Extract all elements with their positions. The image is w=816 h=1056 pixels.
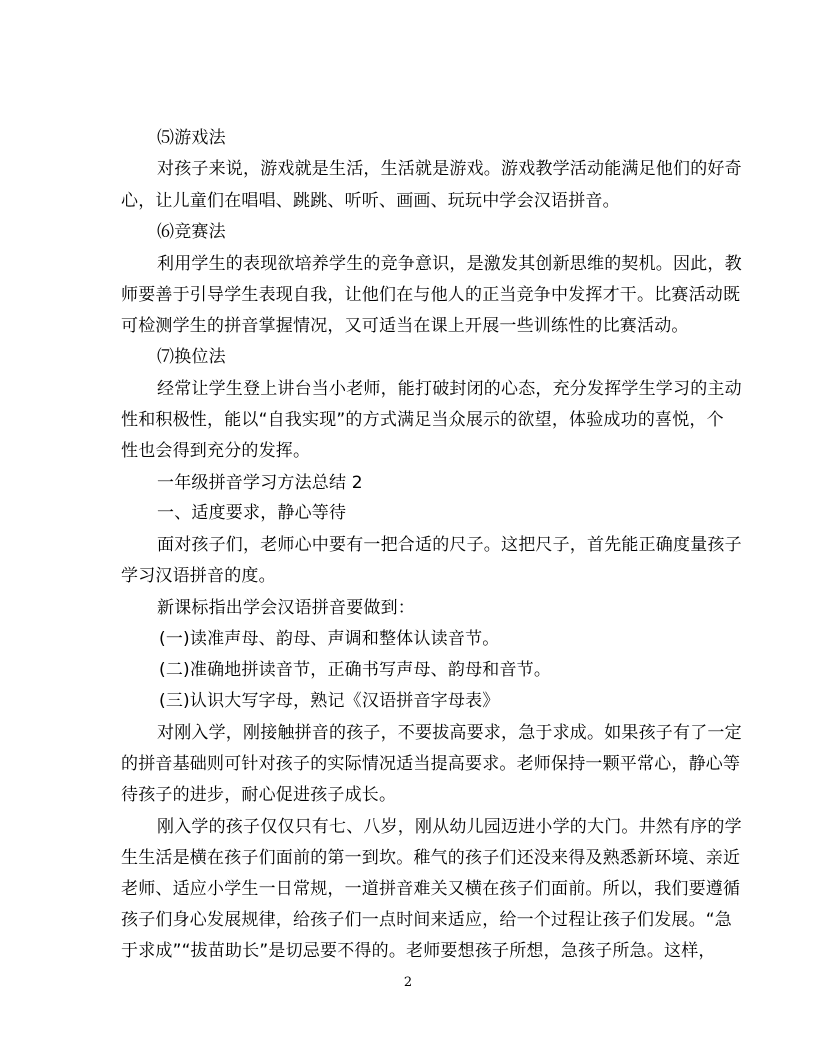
paragraph-line: 待孩子的进步，耐心促进孩子成长。 xyxy=(121,785,397,805)
paragraph-line: 面对孩子们，老师心中要有一把合适的尺子。这把尺子，首先能正确度量孩子 xyxy=(157,535,742,555)
paragraph-line: 对孩子来说，游戏就是生活，生活就是游戏。游戏教学活动能满足他们的好奇 xyxy=(157,159,742,179)
paragraph-line: 性和积极性，能以“自我实现”的方式满足当众展示的欲望，体验成功的喜悦，个 xyxy=(121,410,724,430)
paragraph-line: 对刚入学，刚接触拼音的孩子，不要拔高要求，急于求成。如果孩子有了一定 xyxy=(157,723,742,743)
section-title: 一年级拼音学习方法总结 2 xyxy=(157,473,363,493)
list-item: (二)准确地拼读音节，正确书写声母、韵母和音节。 xyxy=(159,660,552,680)
paragraph-line: 利用学生的表现欲培养学生的竞争意识，是激发其创新思维的契机。因此，教 xyxy=(157,254,742,274)
paragraph-line: 生生活是横在孩子们面前的第一到坎。稚气的孩子们还没来得及熟悉新环境、亲近 xyxy=(121,848,741,868)
paragraph-line: 老师、适应小学生一日常规，一道拼音难关又横在孩子们面前。所以，我们要遵循 xyxy=(121,879,741,899)
paragraph-line: 新课标指出学会汉语拼音要做到： xyxy=(157,598,415,618)
heading-game-method: ⑸游戏法 xyxy=(157,128,226,148)
list-item: (三)认识大写字母，熟记《汉语拼音字母表》 xyxy=(159,691,500,711)
paragraph-line: 心，让儿童们在唱唱、跳跳、听听、画画、玩玩中学会汉语拼音。 xyxy=(121,191,620,211)
heading-role-swap-method: ⑺换位法 xyxy=(157,347,226,367)
paragraph-line: 孩子们身心发展规律，给孩子们一点时间来适应，给一个过程让孩子们发展。“急 xyxy=(121,910,733,930)
page-number: 2 xyxy=(403,975,413,990)
paragraph-line: 性也会得到充分的发挥。 xyxy=(121,441,311,461)
list-item: (一)读准声母、韵母、声调和整体认读音节。 xyxy=(159,629,500,649)
paragraph-line: 师要善于引导学生表现自我，让他们在与他人的正当竞争中发挥才干。比赛活动既 xyxy=(121,285,741,305)
paragraph-line: 学习汉语拼音的度。 xyxy=(121,566,276,586)
heading-competition-method: ⑹竞赛法 xyxy=(157,222,226,242)
paragraph-line: 刚入学的孩子仅仅只有七、八岁，刚从幼儿园迈进小学的大门。井然有序的学 xyxy=(157,817,742,837)
paragraph-line: 于求成”“拔苗助长”是切忌要不得的。老师要想孩子所想，急孩子所急。这样， xyxy=(121,941,716,961)
subsection-title: 一、适度要求，静心等待 xyxy=(157,503,347,523)
paragraph-line: 经常让学生登上讲台当小老师，能打破封闭的心态，充分发挥学生学习的主动 xyxy=(157,379,742,399)
paragraph-line: 可检测学生的拼音掌握情况，又可适当在课上开展一些训练性的比赛活动。 xyxy=(121,316,689,336)
paragraph-line: 的拼音基础则可针对孩子的实际情况适当提高要求。老师保持一颗平常心，静心等 xyxy=(121,754,741,774)
